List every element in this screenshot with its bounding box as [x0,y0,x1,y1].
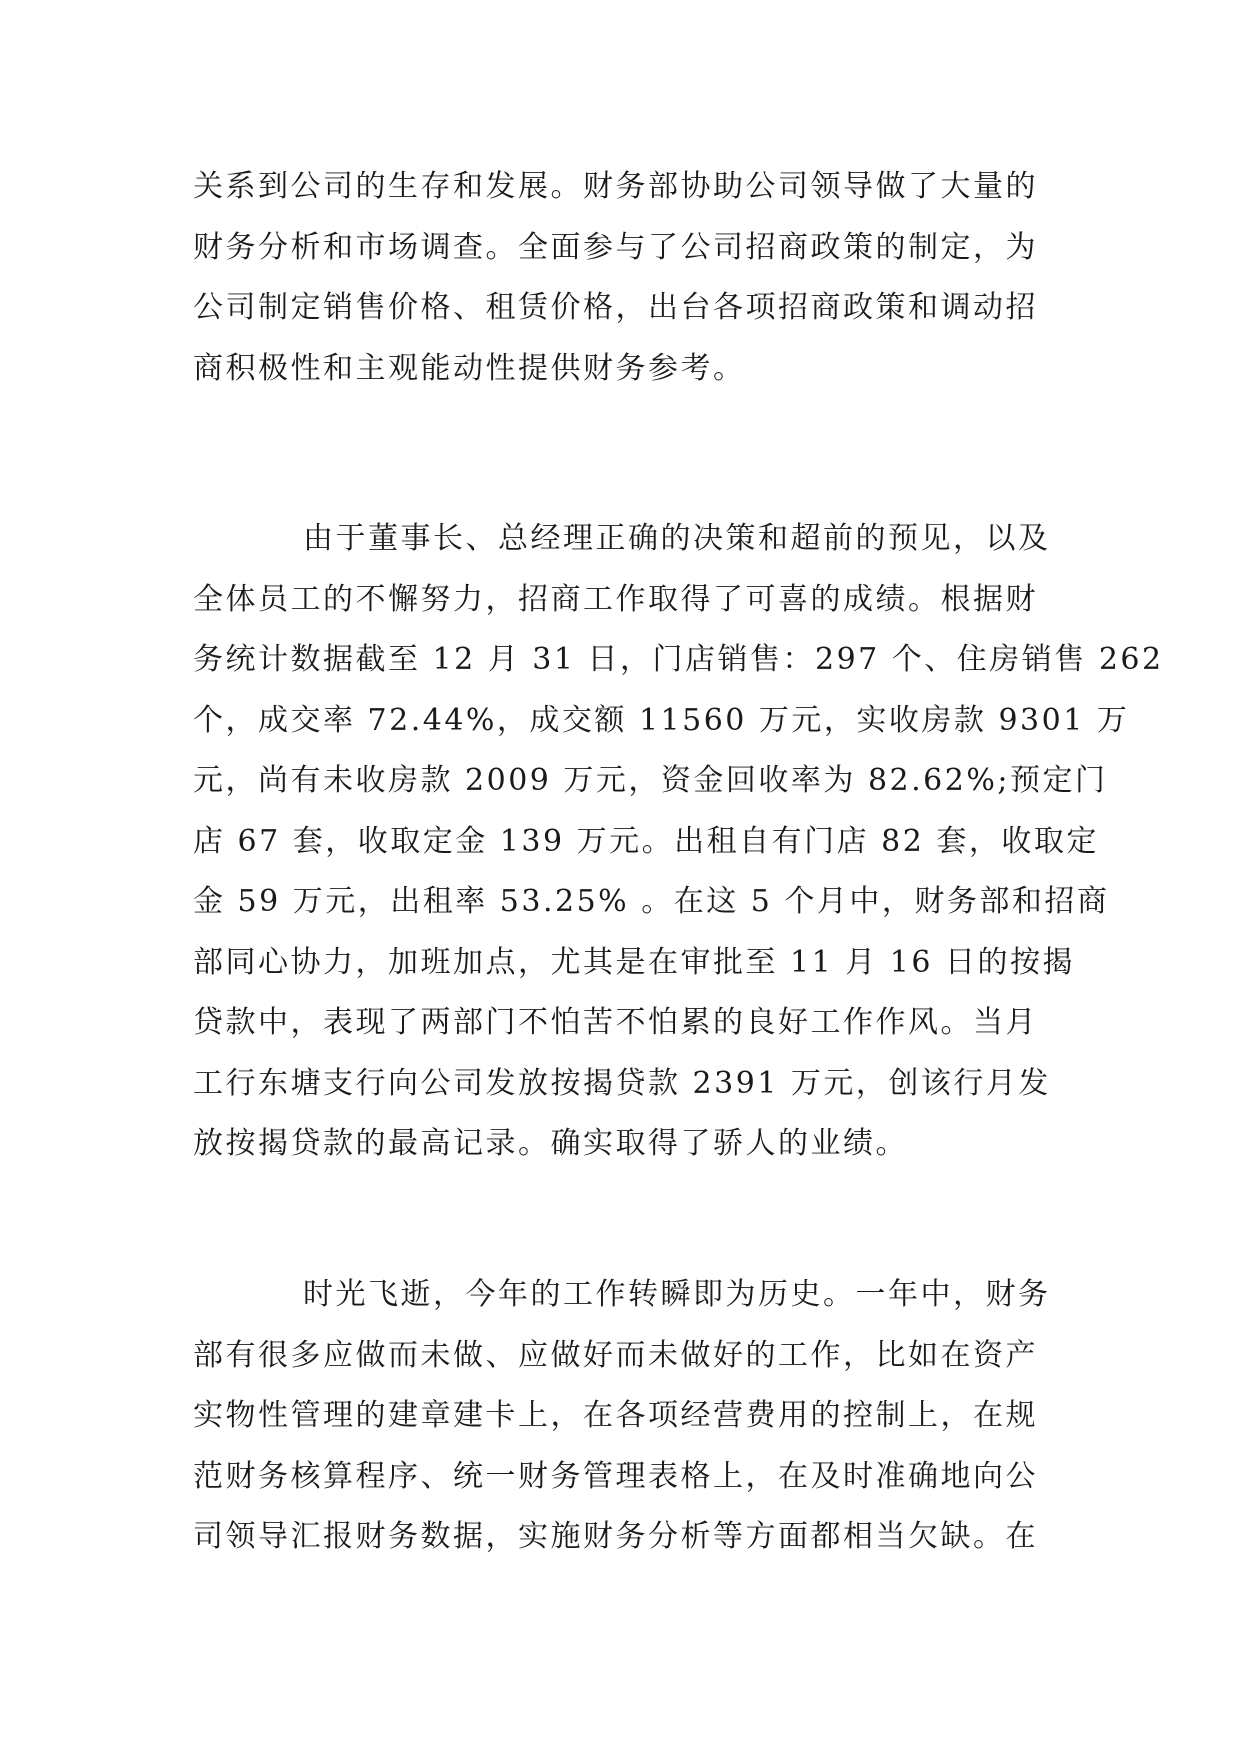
text-line: 商积极性和主观能动性提供财务参考。 [193,350,746,386]
text-line: 个，成交率 72.44%，成交额 11560 万元，实收房款 9301 万 [193,702,1130,738]
paragraph-2 [193,509,1164,1175]
text-line: 司领导汇报财务数据，实施财务分析等方面都相当欠缺。在 [193,1519,1038,1554]
text-line: 务统计数据截至 12 月 31 日，门店销售：297 个、住房销售 262 [193,642,1164,677]
text-line: 贷款中，表现了两部门不怕苦不怕累的良好工作作风。当月 [193,1005,1038,1040]
text-line: 关系到公司的生存和发展。财务部协助公司领导做了大量的 [193,169,1038,204]
paragraph-3 [193,1265,1053,1568]
text-line-indented: 由于董事长、总经理正确的决策和超前的预见，以及 [303,521,1051,556]
text-line: 公司制定销售价格、租赁价格，出台各项招商政策和调动招 [193,290,1038,325]
text-line-indented: 时光飞逝，今年的工作转瞬即为历史。一年中，财务 [303,1277,1051,1312]
text-line: 范财务核算程序、统一财务管理表格上，在及时准确地向公 [193,1458,1038,1494]
text-line: 部有很多应做而未做、应做好而未做好的工作，比如在资产 [193,1337,1038,1373]
text-line: 金 59 万元，出租率 53.25% 。在这 5 个月中，财务部和招商 [193,884,1110,919]
text-line: 工行东塘支行向公司发放按揭贷款 2391 万元，创该行月发 [193,1065,1051,1101]
text-line: 元，尚有未收房款 2009 万元，资金回收率为 82.62%;预定门 [193,763,1108,798]
text-line: 店 67 套，收取定金 139 万元。出租自有门店 82 套，收取定 [193,823,1099,859]
text-line: 财务分析和市场调查。全面参与了公司招商政策的制定，为 [193,229,1038,265]
text-line: 放按揭贷款的最高记录。确实取得了骄人的业绩。 [193,1126,908,1161]
text-line: 部同心协力，加班加点，尤其是在审批至 11 月 16 日的按揭 [193,944,1075,980]
paragraph-1 [193,157,1053,399]
text-line: 实物性管理的建章建卡上，在各项经营费用的控制上，在规 [193,1398,1038,1433]
text-line: 全体员工的不懈努力，招商工作取得了可喜的成绩。根据财 [193,581,1038,617]
